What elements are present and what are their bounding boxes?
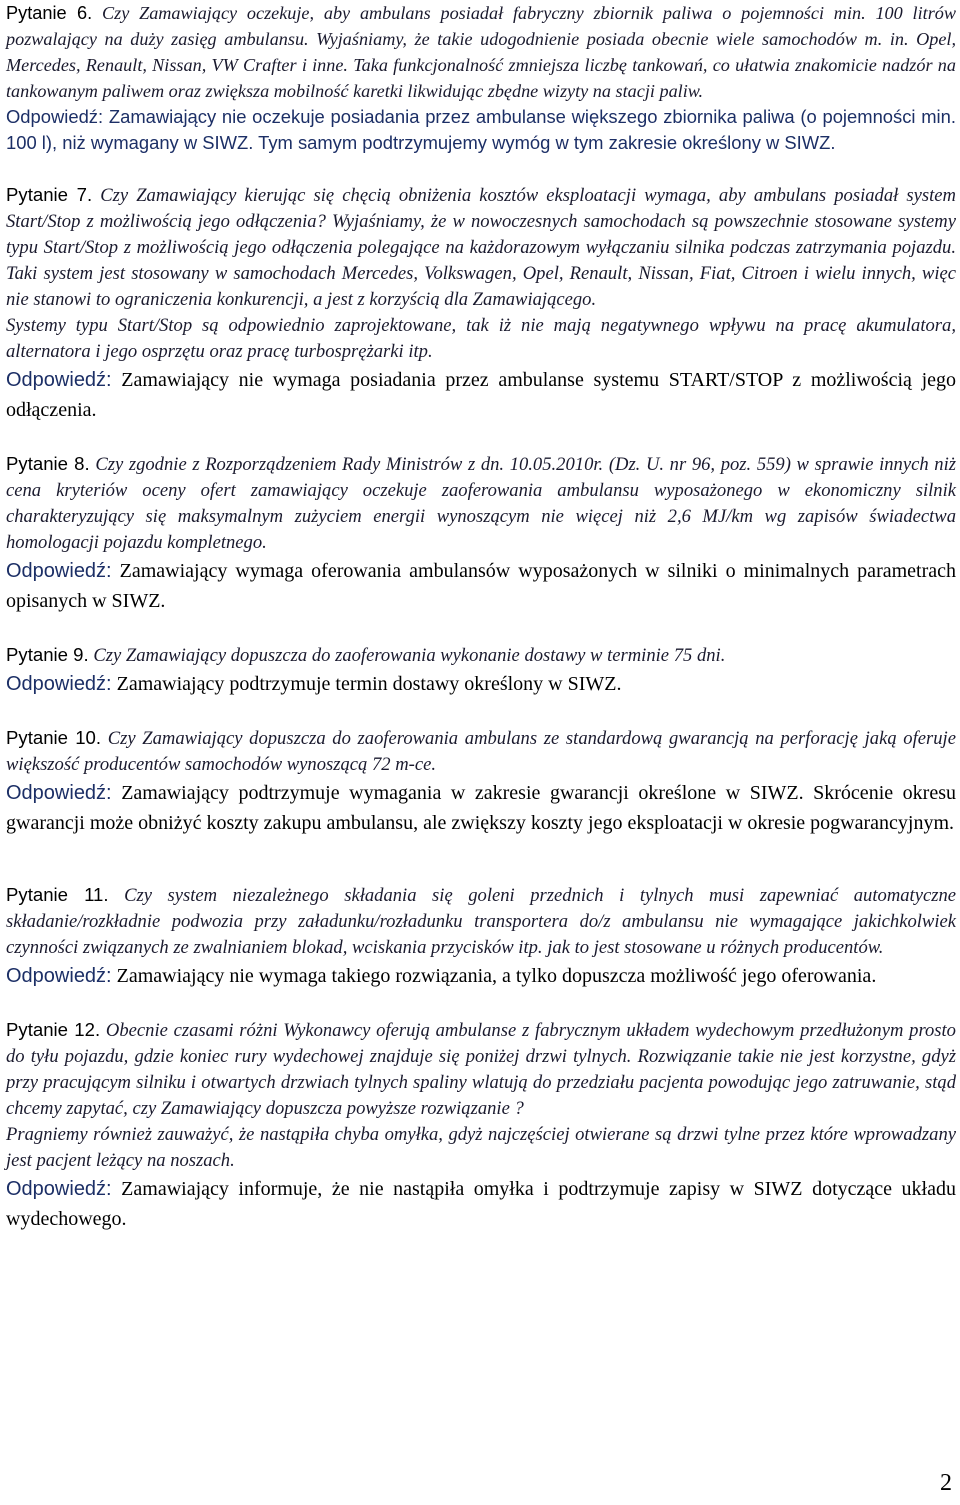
- question-11: [6, 882, 956, 961]
- answer-text: Zamawiający wymaga oferowania ambulansów wyposażonych w silniki o minimalnych parametrach opisanych w SIWZ.: [6, 560, 957, 612]
- question-label: Pytanie 9.: [6, 644, 89, 665]
- question-label: Pytanie 7.: [6, 184, 93, 205]
- page-number: 2: [940, 1470, 952, 1496]
- answer-text: Zamawiający nie oczekuje posiadania przez ambulanse większego zbiornika paliwa (o pojemności min. 100 l), niż wymagany w SIWZ. Tym samym podtrzymujemy wymóg w tym zakresie określony w SIWZ.: [6, 106, 956, 153]
- document-page: [6, 0, 956, 1234]
- answer-label: Odpowiedź:: [6, 673, 112, 695]
- question-text: Czy Zamawiający oczekuje, aby ambulans posiadał fabryczny zbiornik paliwa o pojemności min. 100 litrów pozwalający na duży zasięg ambulansu. Wyjaśniamy, że takie udogodnienie posiada obecnie wiele samochodów m. in. Opel, Mercedes, Renault, Nissan, VW Crafter i inne. Taka funkcjonalność zmniejsza liczbę tankowań, co ułatwia znakomicie nadzór na tankowanym paliwem oraz zwiększa mobilność karetki likwidując zbędne wizyty na stacji paliw.: [6, 3, 957, 101]
- answer-10: [6, 778, 956, 838]
- question-12: [6, 1017, 956, 1122]
- question-text: Czy Zamawiający dopuszcza do zaoferowania wykonanie dostawy w terminie 75 dni.: [93, 645, 726, 666]
- question-12-extra: [6, 1122, 956, 1174]
- answer-11: [6, 961, 956, 991]
- question-text-extra: Pragniemy również zauważyć, że nastąpiła chyba omyłka, gdyż najczęściej otwierane są drzwi tylne przez które wprowadzany jest pacjent leżący na noszach.: [6, 1124, 956, 1171]
- question-text: Obecnie czasami różni Wykonawcy oferują ambulanse z fabrycznym układem wydechowym przedłużonym prosto do tyłu pojazdu, gdzie koniec rury wydechowej znajduje się poniżej drzwi tylnych. Rozwiązanie takie nie jest korzystne, gdyż przy pracującym silniku i otwartych drzwiach tylnych spaliny wlatują do przedziału pacjenta powodując jego zatruwanie, stąd chcemy zapytać, czy Zamawiający dopuszcza powyższe rozwiązanie ?: [6, 1020, 956, 1119]
- answer-text: Zamawiający nie wymaga takiego rozwiązania, a tylko dopuszcza możliwość jego oferowania.: [116, 965, 877, 987]
- question-6: [6, 0, 956, 104]
- question-text: Czy zgodnie z Rozporządzeniem Rady Ministrów z dn. 10.05.2010r. (Dz. U. nr 96, poz. 559) w sprawie innych niż cena kryteriów oceny ofert zamawiający oczekuje zaoferowania ambulansu wyposażonego w ekonomiczny silnik charakteryzujący się maksymalnym zużyciem energii wynoszącym nie więcej niż 2,6 MJ/km wg zapisów świadectwa homologacji pojazdu kompletnego.: [6, 454, 956, 553]
- question-9: [6, 642, 956, 669]
- answer-label: Odpowiedź:: [6, 782, 112, 804]
- answer-text: Zamawiający podtrzymuje wymagania w zakresie gwarancji określone w SIWZ. Skrócenie okresu gwarancji może obniżyć koszty zakupu ambulansu, ale zwiększy koszty jego eksploatacji w okresie pogwarancyjnym.: [6, 782, 957, 834]
- question-8: [6, 451, 956, 556]
- question-label: Pytanie 6.: [6, 3, 93, 23]
- answer-label: Odpowiedź:: [6, 1178, 112, 1200]
- answer-label: Odpowiedź:: [6, 560, 112, 582]
- answer-text: Zamawiający informuje, że nie nastąpiła omyłka i podtrzymuje zapisy w SIWZ dotyczące układu wydechowego.: [6, 1178, 956, 1230]
- answer-text: Zamawiający nie wymaga posiadania przez ambulanse systemu START/STOP z możliwością jego odłączenia.: [6, 369, 956, 421]
- question-label: Pytanie 10.: [6, 727, 102, 748]
- question-10: [6, 725, 956, 778]
- answer-7: [6, 365, 956, 425]
- question-label: Pytanie 12.: [6, 1019, 101, 1040]
- question-label: Pytanie 8.: [6, 453, 90, 474]
- answer-8: [6, 556, 956, 616]
- answer-label: Odpowiedź:: [6, 965, 112, 987]
- answer-label: Odpowiedź:: [6, 369, 112, 391]
- question-7-extra: [6, 313, 956, 365]
- question-label: Pytanie 11.: [6, 884, 109, 905]
- question-text: Czy system niezależnego składania się goleni przednich i tylnych musi zapewniać automatyczne składanie/rozkładnie podwozia przy załadunku/rozładunku transportera do/z ambulansu nie wymagające jakichkolwiek czynności związanych ze zwalnianiem blokad, wciskania przycisków itp. jak to jest stosowane u różnych producentów.: [6, 885, 956, 958]
- answer-6: [6, 104, 956, 156]
- question-text: Czy Zamawiający dopuszcza do zaoferowania ambulans ze standardową gwarancją na perforację jaką oferuje większość producentów samochodów wynoszącą 72 m-ce.: [6, 728, 956, 775]
- answer-text: Zamawiający podtrzymuje termin dostawy określony w SIWZ.: [116, 673, 622, 695]
- question-text: Czy Zamawiający kierując się chęcią obniżenia kosztów eksploatacji wymaga, aby ambulans posiadał system Start/Stop z możliwością jego odłączenia? Wyjaśniamy, że w nowoczesnych samochodach są powszechnie stosowane systemy typu Start/Stop z możliwością jego odłączenia polegające na każdorazowym wyłączaniu silnika podczas zatrzymania pojazdu. Taki system jest stosowany w samochodach Mercedes, Volkswagen, Opel, Renault, Nissan, Fiat, Citroen i wielu innych, więc nie stanowi to ograniczenia konkurencji, a jest z korzyścią dla Zamawiającego.: [6, 185, 956, 310]
- question-7: [6, 182, 956, 313]
- answer-12: [6, 1174, 956, 1234]
- answer-label: Odpowiedź:: [6, 106, 104, 127]
- answer-9: [6, 669, 956, 699]
- question-text-extra: Systemy typu Start/Stop są odpowiednio zaprojektowane, tak iż nie mają negatywnego wpływu na pracę akumulatora, alternatora i jego osprzętu oraz pracę turbosprężarki itp.: [6, 315, 956, 362]
